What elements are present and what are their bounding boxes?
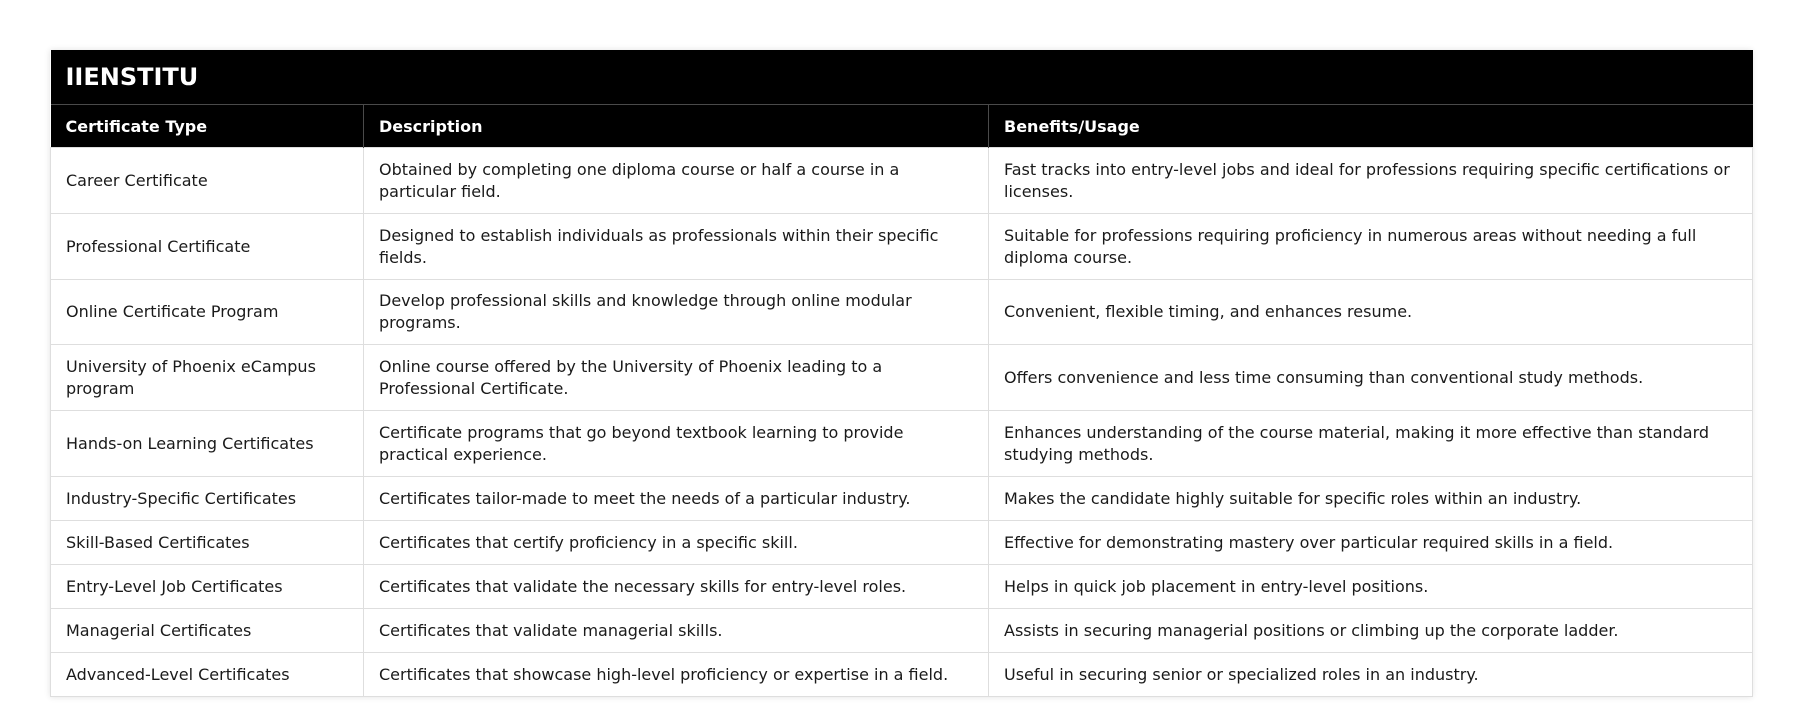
cell-benefits-usage: Fast tracks into entry-level jobs and ideal for professions requiring specific certifications or licenses.	[989, 148, 1753, 214]
table-row	[51, 609, 1753, 653]
cell-description: Certificates that validate managerial skills.	[364, 609, 989, 653]
cell-description: Certificates that validate the necessary skills for entry-level roles.	[364, 565, 989, 609]
table-row	[51, 280, 1753, 345]
cell-benefits-usage: Makes the candidate highly suitable for specific roles within an industry.	[989, 477, 1753, 521]
table-title: IIENSTITU	[51, 50, 1753, 105]
cell-certificate-type: Online Certificate Program	[51, 280, 364, 345]
table-row	[51, 521, 1753, 565]
table-row	[51, 477, 1753, 521]
cell-description: Certificates tailor-made to meet the needs of a particular industry.	[364, 477, 989, 521]
cell-certificate-type: Professional Certificate	[51, 214, 364, 280]
cell-certificate-type: Advanced-Level Certificates	[51, 653, 364, 697]
cell-benefits-usage: Offers convenience and less time consuming than conventional study methods.	[989, 345, 1753, 411]
cell-benefits-usage: Useful in securing senior or specialized roles in an industry.	[989, 653, 1753, 697]
header-certificate-type: Certificate Type	[51, 105, 364, 148]
header-benefits-usage: Benefits/Usage	[989, 105, 1753, 148]
table-row	[51, 411, 1753, 477]
cell-description: Develop professional skills and knowledge through online modular programs.	[364, 280, 989, 345]
cell-certificate-type: Skill-Based Certificates	[51, 521, 364, 565]
table-row	[51, 653, 1753, 697]
table-row	[51, 148, 1753, 214]
cell-description: Obtained by completing one diploma course or half a course in a particular field.	[364, 148, 989, 214]
cell-description: Certificate programs that go beyond textbook learning to provide practical experience.	[364, 411, 989, 477]
cell-benefits-usage: Enhances understanding of the course material, making it more effective than standard studying methods.	[989, 411, 1753, 477]
table-row	[51, 214, 1753, 280]
table-row	[51, 565, 1753, 609]
cell-description: Designed to establish individuals as professionals within their specific fields.	[364, 214, 989, 280]
cell-benefits-usage: Effective for demonstrating mastery over particular required skills in a field.	[989, 521, 1753, 565]
certificate-table-card	[50, 50, 1752, 697]
header-description: Description	[364, 105, 989, 148]
table-row	[51, 345, 1753, 411]
cell-certificate-type: Career Certificate	[51, 148, 364, 214]
title-row	[51, 50, 1753, 105]
header-row	[51, 105, 1753, 148]
cell-description: Online course offered by the University of Phoenix leading to a Professional Certificate.	[364, 345, 989, 411]
cell-description: Certificates that showcase high-level proficiency or expertise in a field.	[364, 653, 989, 697]
cell-certificate-type: Entry-Level Job Certificates	[51, 565, 364, 609]
cell-benefits-usage: Convenient, flexible timing, and enhances resume.	[989, 280, 1753, 345]
certificate-table	[50, 50, 1753, 697]
cell-certificate-type: Hands-on Learning Certificates	[51, 411, 364, 477]
cell-certificate-type: Industry-Specific Certificates	[51, 477, 364, 521]
cell-benefits-usage: Suitable for professions requiring proficiency in numerous areas without needing a full diploma course.	[989, 214, 1753, 280]
cell-certificate-type: Managerial Certificates	[51, 609, 364, 653]
cell-certificate-type: University of Phoenix eCampus program	[51, 345, 364, 411]
cell-benefits-usage: Assists in securing managerial positions or climbing up the corporate ladder.	[989, 609, 1753, 653]
cell-benefits-usage: Helps in quick job placement in entry-level positions.	[989, 565, 1753, 609]
cell-description: Certificates that certify proficiency in a specific skill.	[364, 521, 989, 565]
